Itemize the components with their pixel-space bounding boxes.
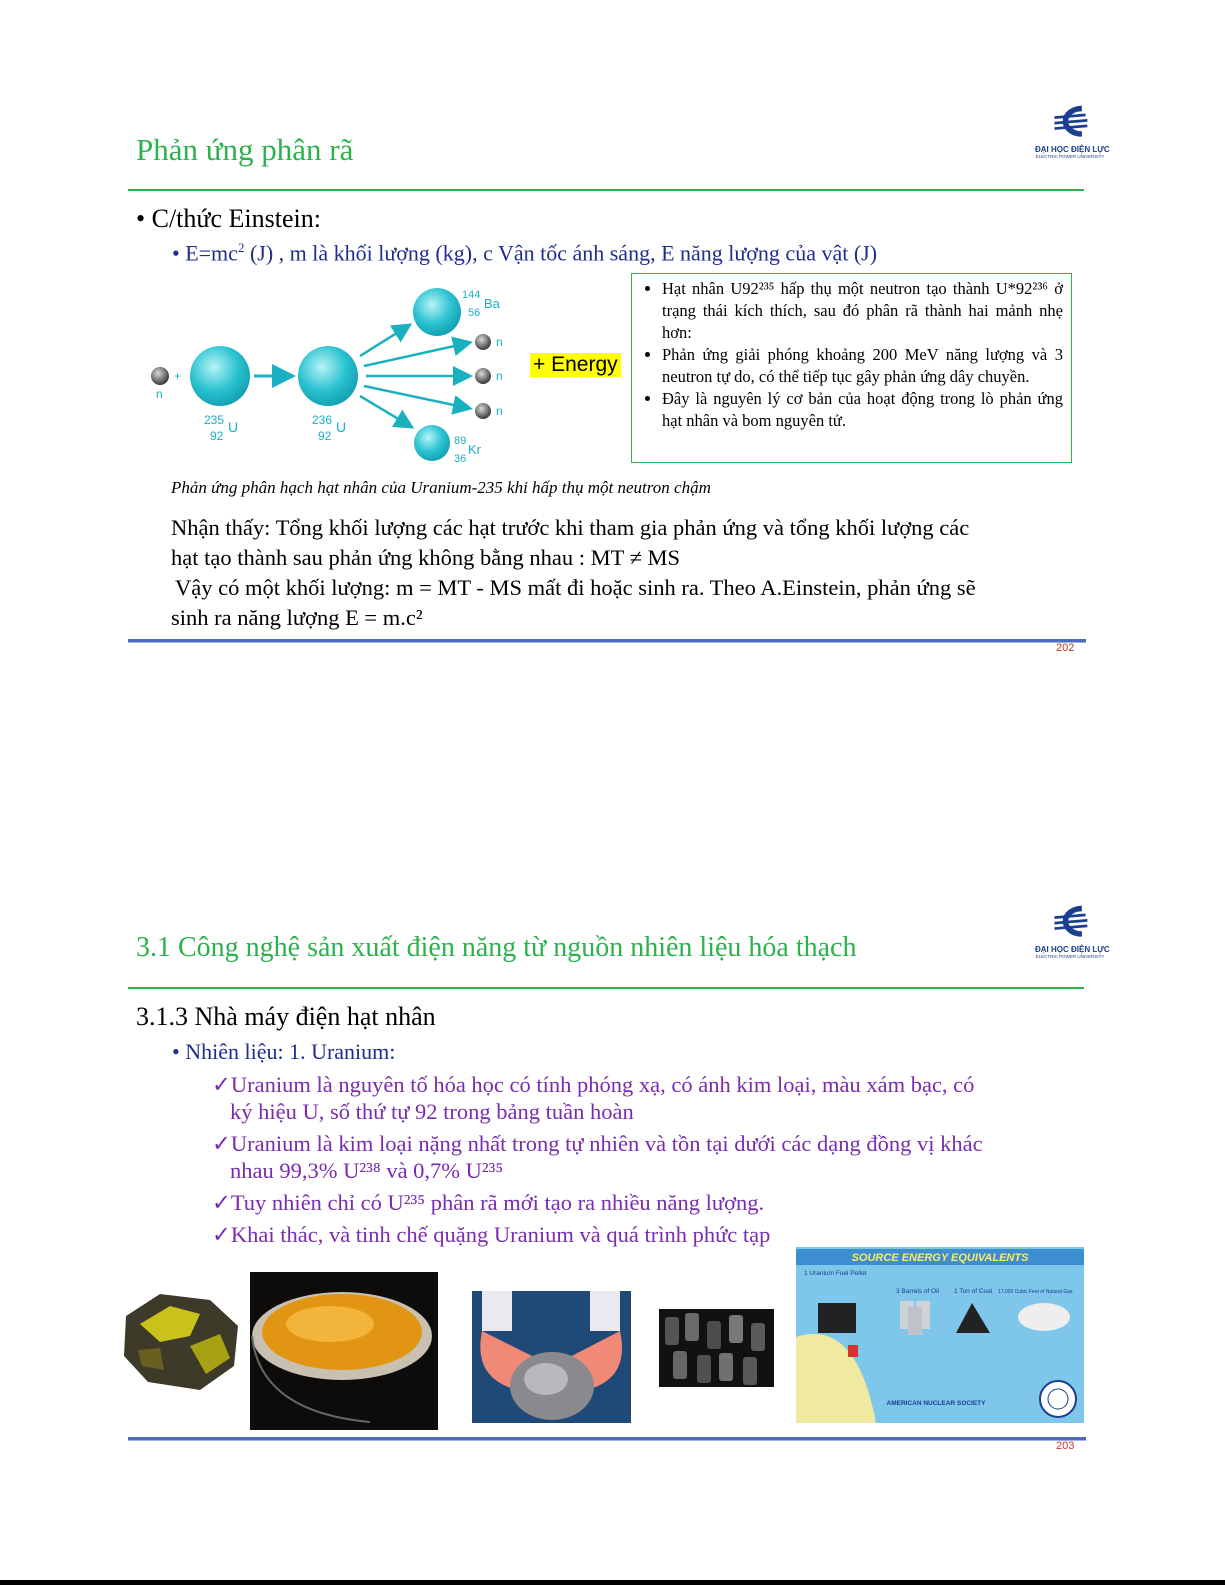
slide2-title-rule	[128, 987, 1084, 989]
fuel-pellets-image	[659, 1309, 774, 1387]
u235-symbol: U	[228, 419, 239, 435]
u236-symbol: U	[336, 419, 347, 435]
poster-item: 1 Ton of Coal	[954, 1288, 993, 1295]
slide1-bullet-formula: • $E=mc^2$ (J) , m là khối lượng (kg), c Vận tốc ánh sáng, E năng lượng của vật (J)	[172, 240, 878, 266]
fact-line: ký hiệu U, số thứ tự 92 trong bảng tuần hoàn	[230, 1099, 634, 1124]
neutron-icon	[475, 403, 491, 419]
slide1-title-rule	[128, 189, 1084, 191]
u235-num: 92	[210, 429, 224, 443]
slide2-title: 3.1 Công nghệ sản xuất điện năng từ nguồn nhiên liệu hóa thạch	[136, 932, 857, 963]
fact-line: ✓Tuy nhiên chỉ có U²³⁵ phân rã mới tạo ra nhiều năng lượng.	[212, 1190, 765, 1215]
arrow-icon	[364, 386, 468, 408]
fuel-bullet: • Nhiên liệu: 1. Uranium:	[172, 1039, 396, 1064]
fission-diagram	[140, 280, 530, 470]
u236-num: 92	[318, 429, 332, 443]
neutron-label: n	[496, 369, 503, 383]
uranium-facts	[212, 1071, 1082, 1248]
slide1-bullet-einstein: • C/thức Einstein:	[136, 204, 321, 233]
slide2-logo	[1035, 903, 1110, 959]
logo-name: ĐẠI HỌC ĐIỆN LỰC	[1035, 945, 1110, 954]
diagram-caption: Phản ứng phân hạch hạt nhân của Uranium-235 khi hấp thụ một neutron chậm	[171, 478, 711, 497]
poster-footer: AMERICAN NUCLEAR SOCIETY	[886, 1400, 986, 1407]
university-logo-icon	[1035, 903, 1105, 945]
neutron-icon	[475, 334, 491, 350]
fuel-text: Nhiên liệu: 1. Uranium:	[185, 1039, 396, 1064]
energy-label: + Energy	[530, 353, 621, 377]
check-icon: ✓	[212, 1072, 231, 1097]
neutron-label: n	[496, 335, 503, 349]
formula-b: (J) , m là khối lượng (kg), c Vận tốc ánh sáng, E năng lượng của vật (J)	[244, 240, 878, 266]
info-item: • Đây là nguyên lý cơ bản của hoạt động trong lò phản ứng hạt nhân và bom nguyên tử.	[662, 388, 1063, 432]
poster-item: 1 Uranium Fuel Pellet	[804, 1270, 867, 1277]
neutron-icon	[475, 368, 491, 384]
u236-mass: 236	[312, 413, 333, 427]
slide2-footer-rule	[128, 1437, 1086, 1441]
section-heading: 3.1.3 Nhà máy điện hạt nhân	[136, 1002, 436, 1031]
observation-line: Vậy có một khối lượng: m = MT - MS mất đi hoặc sinh ra. Theo A.Einstein, phản ứng sẽ	[175, 575, 976, 600]
page-bottom-border	[0, 1580, 1225, 1585]
slide1-page-number: 202	[1056, 642, 1075, 654]
kr-nucleus-icon	[414, 425, 450, 461]
observation-line: Nhận thấy: Tổng khối lượng các hạt trước khi tham gia phản ứng và tổng khối lượng các	[171, 515, 970, 540]
observation-line: hạt tạo thành sau phản ứng không bằng nhau : MT ≠ MS	[171, 545, 681, 570]
neutron-label: n	[496, 404, 503, 418]
logo-name: ĐẠI HỌC ĐIỆN LỰC	[1035, 145, 1110, 154]
formula-a: E=mc	[185, 240, 238, 266]
fact-line: ✓Khai thác, và tinh chế quặng Uranium và quá trình phức tạp	[212, 1222, 771, 1247]
fission-info-box	[631, 273, 1072, 463]
info-item: • Phản ứng giải phóng khoảng 200 MeV năng lượng và 3 neutron tự do, có thể tiếp tục gây phản ứng dây chuyền.	[662, 344, 1063, 388]
logo-subtitle: ELECTRIC POWER UNIVERSITY	[1035, 954, 1105, 959]
poster-title: SOURCE ENERGY EQUIVALENTS	[851, 1252, 1029, 1264]
neutron-icon	[151, 367, 169, 385]
fact-item	[212, 1189, 1082, 1216]
logo-subtitle: ELECTRIC POWER UNIVERSITY	[1035, 154, 1105, 159]
arrow-icon	[360, 396, 410, 426]
energy-equivalents-poster	[796, 1247, 1084, 1423]
arrow-icon	[364, 343, 468, 366]
kr-mass: 89	[454, 435, 467, 447]
neutron-label: n	[156, 387, 163, 401]
poster-item: 3 Barrels of Oil	[896, 1288, 939, 1295]
check-icon: ✓	[212, 1222, 231, 1247]
slide1-title: Phản ứng phân rã	[136, 132, 354, 167]
check-icon: ✓	[212, 1190, 231, 1215]
check-icon: ✓	[212, 1131, 231, 1156]
uranium-metal-image	[472, 1291, 631, 1423]
fact-item	[212, 1130, 1082, 1184]
slide2-page-number: 203	[1056, 1440, 1075, 1452]
u235-nucleus-icon	[190, 346, 250, 406]
poster-item: 17,000 Cubic Feet of Natural Gas	[998, 1289, 1073, 1295]
university-logo-icon	[1035, 103, 1105, 145]
ba-nucleus-icon	[413, 288, 461, 336]
kr-num: 36	[454, 453, 467, 465]
fact-item	[212, 1221, 1082, 1248]
ba-mass: 144	[462, 289, 481, 301]
yellowcake-image	[250, 1272, 438, 1430]
ba-num: 56	[468, 307, 481, 319]
ba-symbol: Ba	[484, 296, 500, 311]
fact-item	[212, 1071, 1082, 1125]
plus-sign: +	[174, 369, 182, 383]
fact-line: ✓Uranium là nguyên tố hóa học có tính phóng xạ, có ánh kim loại, màu xám bạc, có	[212, 1072, 975, 1097]
bullet-text: C/thức Einstein:	[151, 204, 321, 233]
info-item: • Hạt nhân U92²³⁵ hấp thụ một neutron tạo thành U*92²³⁶ ở trạng thái kích thích, sau đó phân rã thành hai mảnh nhẹ hơn:	[662, 278, 1063, 344]
slide1-footer-rule	[128, 639, 1086, 643]
fact-line: nhau 99,3% U²³⁸ và 0,7% U²³⁵	[230, 1158, 504, 1183]
info-list	[638, 278, 1063, 432]
slide1-logo	[1035, 103, 1110, 159]
u235-mass: 235	[204, 413, 225, 427]
observation-line: sinh ra năng lượng E = m.c²	[171, 605, 423, 630]
arrow-icon	[360, 326, 408, 356]
u236-nucleus-icon	[298, 346, 358, 406]
observation-text	[171, 513, 1071, 633]
kr-symbol: Kr	[468, 442, 481, 457]
uranium-ore-image	[120, 1286, 244, 1392]
fact-line: ✓Uranium là kim loại nặng nhất trong tự nhiên và tồn tại dưới các dạng đồng vị khác	[212, 1131, 983, 1156]
formula-sup: 2	[237, 240, 245, 255]
